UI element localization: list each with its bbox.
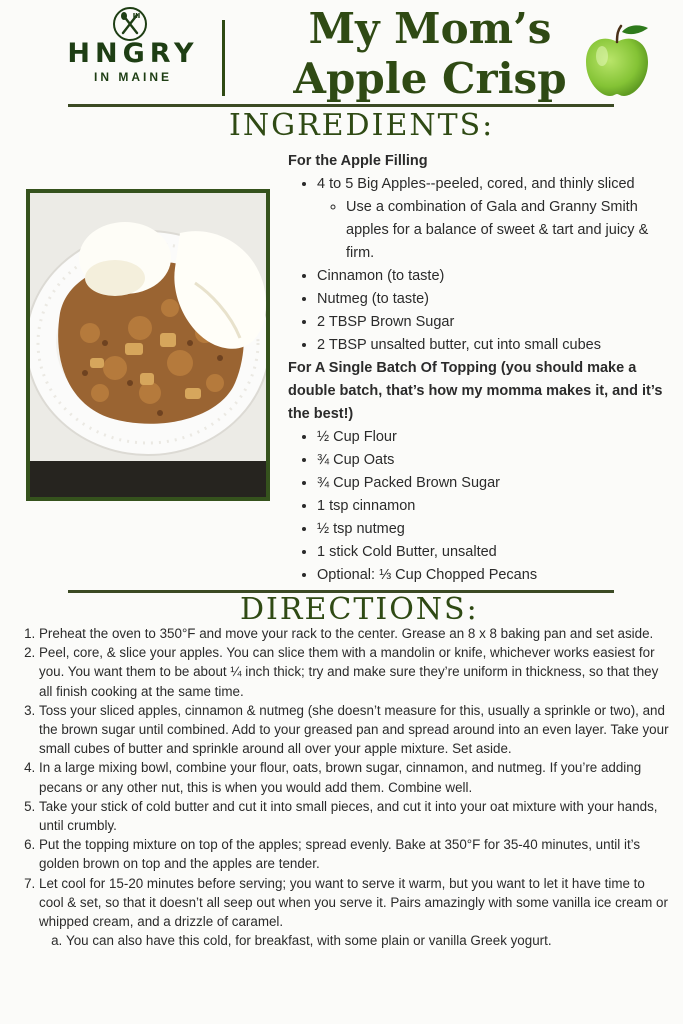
list-item: • Optional: ⅓ Cup Chopped Pecans bbox=[317, 564, 680, 587]
list-item bbox=[317, 173, 680, 265]
apple-crisp-illustration bbox=[30, 193, 266, 497]
direction-step-7-text: Let cool for 15-20 minutes before serving; you want to serve it warm, but you want to let it have time to cool & set, so that it doesn’t all seep out when you serve it. Pairs amazingly with some vanilla ice cream or whipped cream, and a drizzle of caramel. bbox=[39, 875, 668, 930]
logo-wordmark: HNGRY bbox=[67, 38, 199, 69]
topping-heading: For A Single Batch Of Topping (you should make a double batch, that’s how my momma makes it, and it’s the best!) bbox=[288, 360, 663, 422]
title-line-1: My Mom’s bbox=[308, 4, 552, 53]
direction-step-3: 3. Toss your sliced apples, cinnamon & nutmeg (she doesn’t measure for this, usually a sprinkle or two), and the brown sugar until combined. Add to your greased pan and spread around into an even layer. Take your small cubes of butter and sprinkle around all over your apple mixture. Set aside. bbox=[39, 701, 672, 759]
logo-subtitle: IN MAINE bbox=[94, 70, 172, 84]
list-item: • 2 TBSP unsalted butter, cut into small cubes bbox=[317, 334, 680, 357]
list-item: • ¾ Cup Packed Brown Sugar bbox=[317, 472, 680, 495]
filling-list bbox=[288, 173, 680, 357]
direction-substeps bbox=[39, 931, 672, 950]
ingredients-section bbox=[288, 150, 680, 587]
title-line-2: Apple Crisp bbox=[293, 54, 567, 103]
site-logo[interactable] bbox=[48, 6, 220, 92]
filling-heading: For the Apple Filling bbox=[288, 153, 428, 169]
directions-list bbox=[22, 624, 672, 950]
apple-crisp-photo bbox=[26, 189, 270, 501]
list-item: • Cinnamon (to taste) bbox=[317, 265, 680, 288]
directions-heading: DIRECTIONS: bbox=[240, 592, 479, 627]
direction-step-7 bbox=[39, 874, 672, 951]
list-item: • ¾ Cup Oats bbox=[317, 449, 680, 472]
directions-section bbox=[22, 624, 672, 950]
list-item: • ½ tsp nutmeg bbox=[317, 518, 680, 541]
filling-note-list bbox=[317, 196, 680, 265]
filling-item-1: 4 to 5 Big Apples--peeled, cored, and thinly sliced bbox=[317, 176, 635, 192]
direction-step-1: 1. Preheat the oven to 350°F and move your rack to the center. Grease an 8 x 8 baking pan and set aside. bbox=[39, 624, 672, 643]
topping-list bbox=[288, 426, 680, 587]
list-item: • 1 stick Cold Butter, unsalted bbox=[317, 541, 680, 564]
direction-step-5: 5. Take your stick of cold butter and cut it into small pieces, and cut it into your oat mixture with your hands, until crumbly. bbox=[39, 797, 672, 835]
recipe-title bbox=[240, 4, 620, 104]
direction-step-6: 6. Put the topping mixture on top of the apples; spread evenly. Bake at 350°F for 35-40 minutes, until it’s golden brown on top and the apples are tender. bbox=[39, 835, 672, 873]
list-item: • Nutmeg (to taste) bbox=[317, 288, 680, 311]
direction-substep-a: a. You can also have this cold, for breakfast, with some plain or vanilla Greek yogurt. bbox=[66, 931, 672, 950]
ingredients-rule bbox=[68, 104, 614, 107]
fork-spoon-emblem-icon bbox=[112, 6, 148, 42]
list-item bbox=[346, 196, 680, 265]
direction-step-2: 2. Peel, core, & slice your apples. You can slice them with a mandolin or knife, whichever works easiest for you. You want them to be about ¼ inch thick; try and make sure they’re uniform in thickness, so that they all finish cooking at the same time. bbox=[39, 643, 672, 701]
list-item: • 1 tsp cinnamon bbox=[317, 495, 680, 518]
filling-note: Use a combination of Gala and Granny Smith apples for a balance of sweet & tart and juicy & firm. bbox=[346, 199, 649, 261]
direction-step-4: 4. In a large mixing bowl, combine your flour, oats, brown sugar, cinnamon, and nutmeg. If you’re adding pecans or any other nut, this is when you would add them. Combine well. bbox=[39, 758, 672, 796]
list-item: • ½ Cup Flour bbox=[317, 426, 680, 449]
apple-icon bbox=[582, 22, 652, 98]
header-divider bbox=[222, 20, 225, 96]
list-item: • 2 TBSP Brown Sugar bbox=[317, 311, 680, 334]
ingredients-heading: INGREDIENTS: bbox=[229, 108, 495, 143]
